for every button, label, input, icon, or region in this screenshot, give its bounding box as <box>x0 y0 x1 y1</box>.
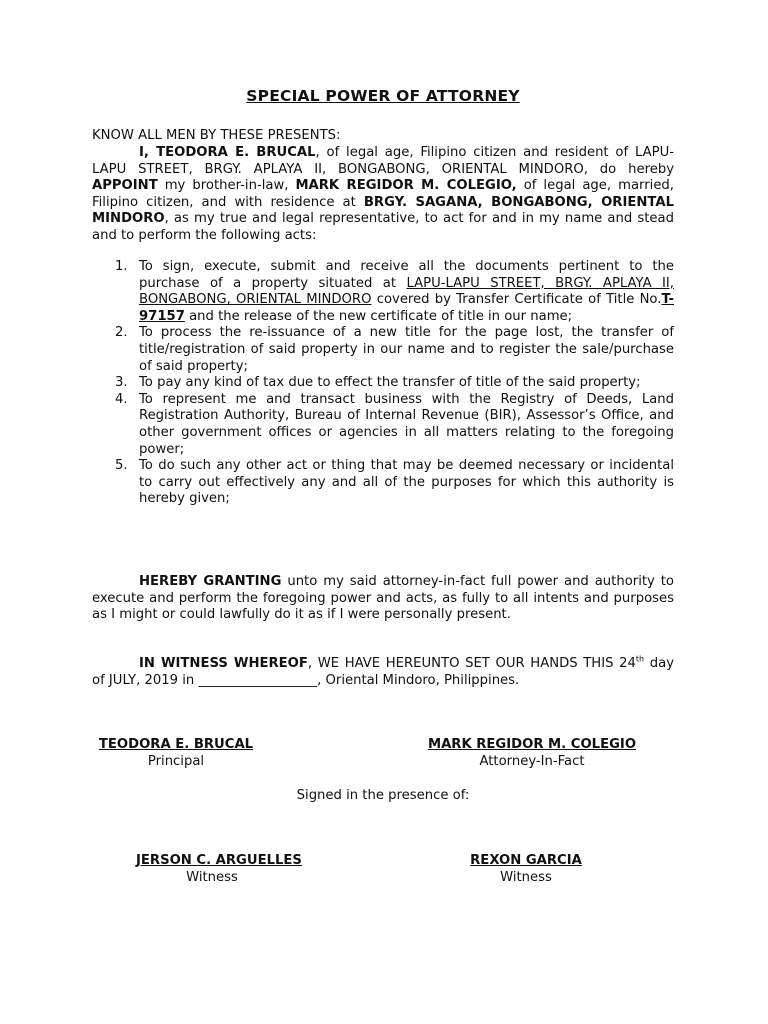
act-text: To pay any kind of tax due to effect the transfer of title of the said property; <box>139 375 641 391</box>
appoint-keyword: APPOINT <box>92 178 158 194</box>
principal-declaration: I, TEODORA E. BRUCAL <box>139 145 316 160</box>
witness-name: REXON GARCIA <box>470 853 582 868</box>
intro-text: , of legal age, Filipino citizen and resident of LAPU-LAPU STREET, BRGY. APLAYA II, BONGABONG, ORIENTAL MINDORO, do hereby <box>92 145 674 177</box>
intro-paragraph <box>92 145 674 245</box>
principal-role: Principal <box>147 753 205 769</box>
act-number: 4. <box>115 391 128 407</box>
witness-name: JERSON C. ARGUELLES <box>136 853 302 868</box>
attorney-signature-block <box>418 737 646 770</box>
witness-role: Witness <box>500 869 552 885</box>
acts-list <box>92 259 674 508</box>
act-text: and the release of the new certificate of title in our name; <box>184 308 573 324</box>
granting-text: unto my said attorney-in-fact full power and authority to execute and perform the foregoing power and acts, as fully to all intents and purposes as I might or could lawfully do it as if I were personally present. <box>92 574 674 623</box>
title-number: T-97157 <box>139 292 674 324</box>
attorney-sign-name: MARK REGIDOR M. COLEGIO <box>427 737 637 752</box>
intro-text: my brother-in-law, <box>157 178 296 194</box>
witness-signature-block <box>136 853 302 886</box>
principal-signature-block <box>92 737 260 770</box>
presence-line: Signed in the presence of: <box>296 788 470 803</box>
granting-keyword: HEREBY GRANTING <box>139 574 282 589</box>
act-text: To sign, execute, submit and receive all the documents pertinent to the purchase of a property situated at <box>139 259 674 291</box>
act-number: 5. <box>115 458 128 474</box>
property-location: LAPU-LAPU STREET, BRGY. APLAYA II, BONGABONG, ORIENTAL MINDORO <box>139 275 674 308</box>
act-text: To do such any other act or thing that may be deemed necessary or incidental to carry out effectively any and all of the purposes for which this authority is hereby given; <box>139 458 674 507</box>
act-number: 1. <box>115 259 128 274</box>
know-all-men-heading: KNOW ALL MEN BY THESE PRESENTS: <box>92 128 341 143</box>
act-text: covered by Transfer Certificate of Title No. <box>371 292 662 308</box>
attorney-role: Attorney-In-Fact <box>479 753 585 769</box>
act-item <box>92 259 674 325</box>
act-item <box>92 325 674 375</box>
act-item <box>92 458 674 508</box>
intro-text: , as my true and legal representative, to act for and in my name and stead and to perform the following acts: <box>92 211 674 243</box>
witness-text: , WE HAVE HEREUNTO SET OUR HANDS THIS 24 <box>307 656 636 671</box>
act-item <box>92 375 674 392</box>
principal-name: TEODORA E. BRUCAL <box>98 737 254 752</box>
witness-keyword: IN WITNESS WHEREOF <box>139 656 308 671</box>
attorney-residence: BRGY. SAGANA, BONGABONG, ORIENTAL MINDORO <box>92 194 674 227</box>
witness-signature-block <box>456 853 596 886</box>
act-number: 3. <box>115 375 128 391</box>
intro-text: of legal age, married, Filipino citizen, and with residence at <box>92 178 674 210</box>
act-text: To represent me and transact business with the Registry of Deeds, Land Registration Authority, Bureau of Internal Revenue (BIR), Assessor’s Office, and other government offices or agencies in all matters relating to the foregoing power; <box>139 391 674 457</box>
act-number: 2. <box>115 325 128 341</box>
attorney-name: MARK REGIDOR M. COLEGIO, <box>295 178 517 194</box>
act-item <box>92 392 674 458</box>
granting-paragraph <box>92 574 674 624</box>
witness-text: day of JULY, 2019 in __________________, Oriental Mindoro, Philippines. <box>92 656 674 688</box>
act-text: To process the re-issuance of a new title for the page lost, the transfer of title/registration of said property in our name and to register the sale/purchase of said property; <box>139 325 674 374</box>
date-suffix: th <box>635 654 645 664</box>
witness-clause <box>92 656 674 689</box>
document-title: SPECIAL POWER OF ATTORNEY <box>246 87 520 105</box>
witness-role: Witness <box>186 869 238 885</box>
